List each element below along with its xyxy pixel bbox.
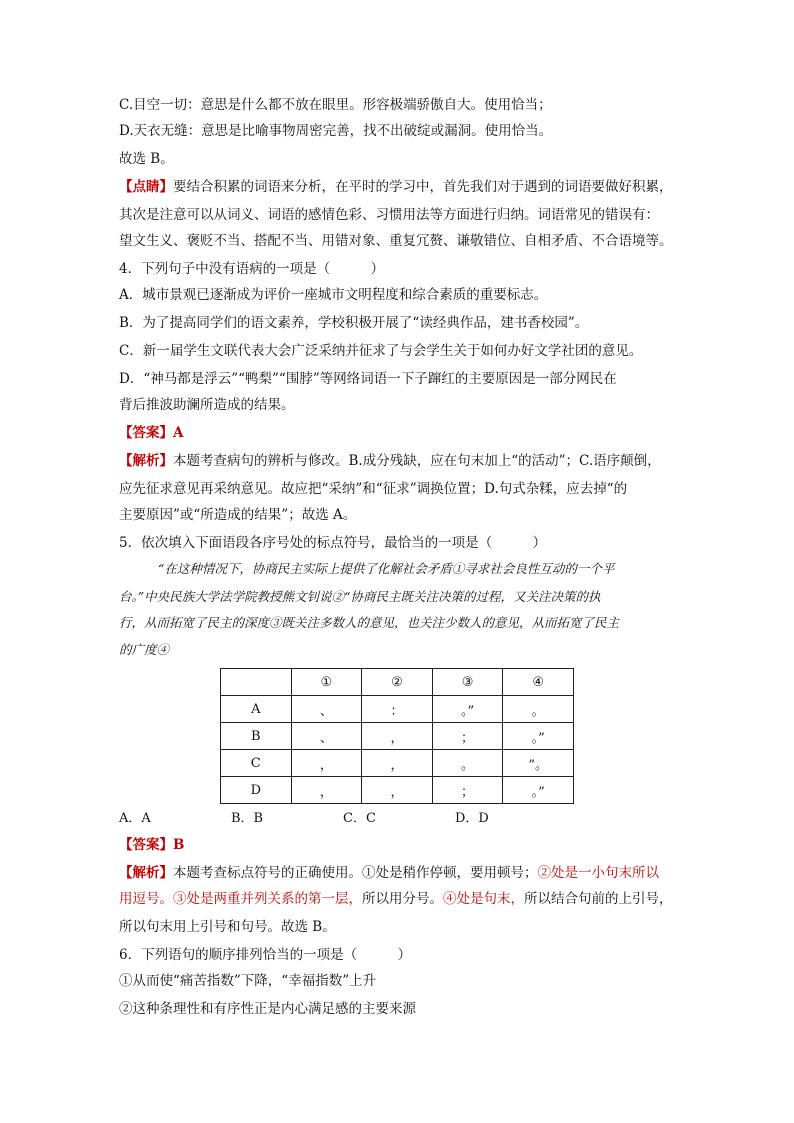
question-4-explanation-line1	[119, 451, 679, 471]
table-header-cell: ②	[362, 669, 433, 696]
explanation-highlight: ③处是两重并列关系的第一层，	[173, 891, 362, 907]
tip-tag: 【点睛】	[119, 179, 173, 195]
answer-tag: 【答案】	[119, 837, 173, 853]
table-header-cell: ①	[291, 669, 362, 696]
question-5-answer	[119, 835, 679, 855]
q3-conclusion: 故选 B。	[119, 151, 174, 167]
table-cell: B	[221, 723, 292, 750]
table-cell: 。”	[503, 723, 574, 750]
table-header-cell	[221, 669, 292, 696]
table-cell: ，	[362, 723, 433, 750]
question-4-option-a: A．城市景观已逐渐成为评价一座城市文明程度和综合素质的重要标志。	[119, 287, 548, 303]
question-4-answer	[119, 423, 679, 443]
option-d-explanation: D.天衣无缝：意思是比喻事物周密完善，找不出破绽或漏洞。使用恰当。	[119, 123, 553, 139]
explanation-highlight: ④处是句末，	[443, 891, 524, 907]
question-5-option-b: B．B	[231, 811, 264, 826]
table-cell: 、	[291, 723, 362, 750]
question-4-option-d-line2: 背后推波助澜所造成的结果。	[119, 397, 295, 413]
question-5-option-c: C．C	[343, 811, 376, 826]
table-cell: 、	[291, 696, 362, 723]
passage-line-4: 的广度④	[119, 642, 170, 657]
tip-line-1	[119, 177, 679, 197]
table-header-cell: ③	[432, 669, 503, 696]
answer-value: B	[173, 837, 185, 853]
explanation-text: 本题考查标点符号的正确使用。①处是稍作停顿，要用顿号；	[173, 865, 538, 881]
table-row	[221, 750, 574, 777]
question-5-option-d: D．D	[455, 811, 489, 826]
question-4-explanation-line3: 主要原因”或“所造成的结果”；故选 A。	[119, 507, 357, 523]
table-header-cell: ④	[503, 669, 574, 696]
table-row	[221, 696, 574, 723]
passage-line-2: 台。”中央民族大学法学院教授熊文钊说②“协商民主既关注决策的过程，又关注决策的执	[119, 589, 601, 604]
table-cell: ，	[291, 750, 362, 777]
table-cell: ”。	[503, 750, 574, 777]
table-header-row	[221, 669, 574, 696]
question-5-stem: 5．依次填入下面语段各序号处的标点符号，最恰当的一项是（ ）	[119, 535, 547, 551]
explanation-text: 所以结合句前的上引号，	[524, 891, 673, 907]
explanation-tag: 【解析】	[119, 453, 173, 469]
answer-tag: 【答案】	[119, 425, 173, 441]
table-cell: 。	[432, 750, 503, 777]
table-cell: 。”	[503, 777, 574, 804]
question-4-explanation-line2: 应先征求意见再采纳意见。故应把“采纳”和“征求”调换位置；D.句式杂糅，应去掉“的	[119, 481, 628, 497]
question-4-stem: 4．下列句子中没有语病的一项是（ ）	[119, 261, 385, 277]
question-4-option-c: C．新一届学生文联代表大会广泛采纳并征求了与会学生关于如何办好文学社团的意见。	[119, 343, 643, 359]
answer-value: A	[173, 425, 184, 441]
question-4-option-d-line1: D．“神马都是浮云”“鸭梨”“围脖”等网络词语一下子蹿红的主要原因是一部分网民在	[119, 371, 617, 387]
question-5-explanation-line2	[119, 889, 679, 909]
tip-line-2: 其次是注意可以从词义、词语的感情色彩、习惯用法等方面进行归纳。词语常见的错误有：	[119, 207, 659, 223]
table-cell: 。”	[432, 696, 503, 723]
question-5-option-a: A．A	[119, 811, 151, 826]
explanation-text: 本题考查病句的辨析与修改。B.成分残缺，应在句末加上“的活动”；C.语序颠倒，	[173, 453, 661, 469]
table-cell: C	[221, 750, 292, 777]
passage-line-3: 行，从而拓宽了民主的深度③既关注多数人的意见，也关注少数人的意见，从而拓宽了民主	[119, 615, 620, 630]
option-c-explanation: C.目空一切：意思是什么都不放在眼里。形容极端骄傲自大。使用恰当；	[119, 97, 552, 113]
table-cell: 。	[503, 696, 574, 723]
table-cell: ，	[362, 750, 433, 777]
question-5-explanation-line3: 所以句末用上引号和句号。故选 B。	[119, 919, 336, 935]
table-cell: A	[221, 696, 292, 723]
question-6-stem: 6．下列语句的顺序排列恰当的一项是（ ）	[119, 947, 412, 963]
table-cell: D	[221, 777, 292, 804]
table-cell: ，	[362, 777, 433, 804]
punctuation-options-table	[220, 668, 574, 804]
explanation-text: 所以用分号。	[362, 891, 443, 907]
table-row	[221, 723, 574, 750]
table-cell: ，	[291, 777, 362, 804]
table-cell: ；	[432, 777, 503, 804]
explanation-highlight: ②处是一小句末所以	[537, 865, 659, 881]
question-4-option-b: B．为了提高同学们的语文素养，学校积极开展了“读经典作品，建书香校园”。	[119, 315, 589, 331]
tip-line-3: 望文生义、褒贬不当、搭配不当、用错对象、重复冗赘、谦敬错位、自相矛盾、不合语境等。	[119, 233, 673, 249]
explanation-tag: 【解析】	[119, 865, 173, 881]
table-row	[221, 777, 574, 804]
table-cell: ：	[362, 696, 433, 723]
passage-line-1: “在这种情况下，协商民主实际上提供了化解社会矛盾①寻求社会良性互动的一个平	[158, 561, 615, 576]
question-5-explanation-line1	[119, 863, 679, 883]
question-6-sentence-2: ②这种条理性和有序性正是内心满足感的主要来源	[119, 1001, 416, 1017]
tip-text: 要结合积累的词语来分析，在平时的学习中，首先我们对于遇到的词语要做好积累，	[173, 179, 673, 195]
table-cell: ；	[432, 723, 503, 750]
question-6-sentence-1: ①从而使“痛苦指数”下降，“幸福指数”上升	[119, 973, 377, 989]
explanation-highlight: 用逗号。	[119, 891, 173, 907]
